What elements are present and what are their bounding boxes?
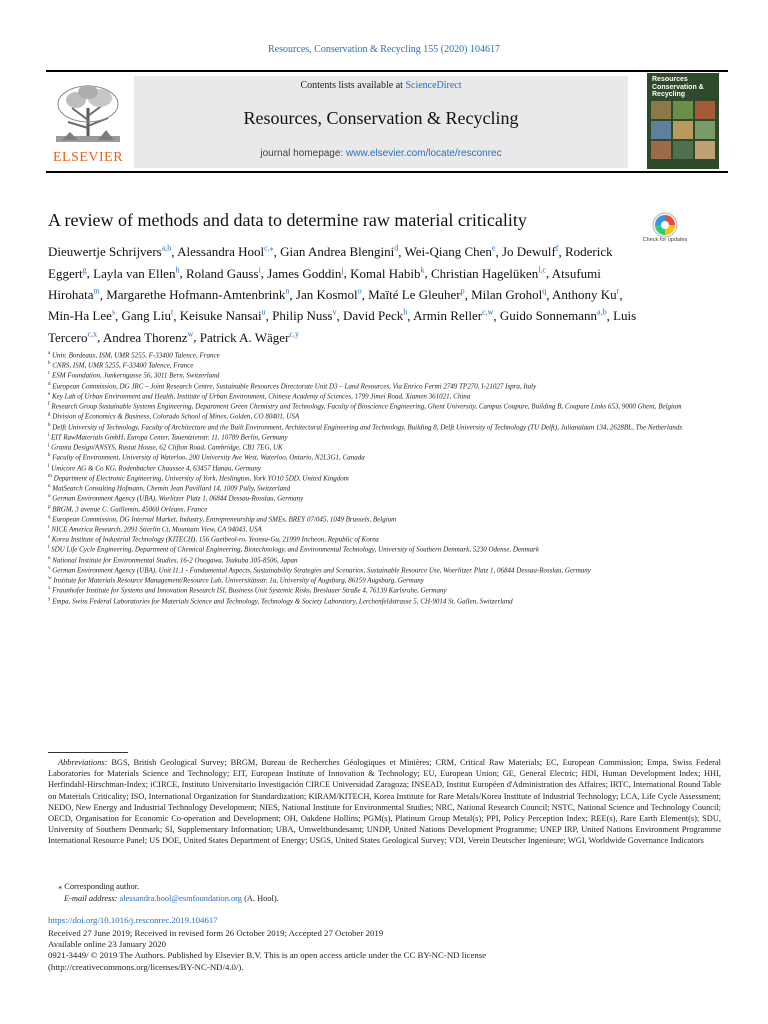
author-name: Gian Andrea Blengini (280, 244, 395, 260)
affiliation-item (48, 483, 733, 493)
author-name: Andrea Thorenz (102, 329, 188, 345)
affiliation-mark: k (48, 453, 51, 459)
author[interactable] (431, 266, 546, 281)
affiliation-text: EIT RawMaterials GmbH, Europa Center, Tauentzienstr. 11, 10789 Berlin, Germany (51, 433, 288, 442)
author[interactable] (200, 330, 299, 345)
author[interactable] (296, 287, 362, 302)
author-name: Alessandra Hool (177, 244, 265, 260)
author-affiliation-mark[interactable]: t (170, 307, 174, 317)
affiliation-text: European Commission, DG JRC – Joint Research Centre, Sustainable Resources Directorate Unit D3 – Land Resources, Via Enrico Fermi 2749 TP270, I-21027 Ispra, Italy (52, 382, 537, 391)
author-name: Anthony Ku (552, 286, 617, 302)
author[interactable] (343, 308, 407, 323)
affiliation-text: Department of Electronic Engineering, University of York, Heslington, York YO10 5DD, United Kingdom (53, 474, 349, 483)
affiliation-item (48, 596, 733, 606)
affiliation-text: Research Group Sustainable Systems Engineering, Department Green Chemistry and Technology, Faculty of Bioscience Engineering, Ghent University, Campus Coupure, Building B, Coupure Links 653, 9000 Ghent, Belgium (51, 402, 682, 411)
affiliation-item (48, 463, 733, 473)
license-line-1: 0921-3449/ © 2019 The Authors. Published by Elsevier B.V. This is an open access article under the CC BY-NC-ND license (48, 950, 487, 961)
author-name: Dieuwertje Schrijvers (48, 244, 162, 260)
sciencedirect-link[interactable]: ScienceDirect (405, 80, 462, 91)
affiliation-mark: w (48, 576, 52, 582)
author[interactable] (350, 266, 424, 281)
affiliation-item (48, 514, 733, 524)
affiliation-item (48, 370, 733, 380)
author-affiliation-mark[interactable]: c,y (289, 329, 299, 339)
affiliation-mark: d (48, 381, 51, 387)
author-name: Jan Kosmol (295, 286, 358, 302)
affiliation-item (48, 422, 733, 432)
author-affiliation-mark[interactable]: a,b (597, 307, 607, 317)
elsevier-wordmark: ELSEVIER (52, 150, 124, 165)
affiliation-text: Korea Institute of Industrial Technology (KITECH), 156 Gaetbeol-ro, Yeonsu-Gu, 21999 Incheon, Republic of Korea (51, 535, 379, 544)
author-affiliation-mark[interactable]: c,w (482, 307, 494, 317)
author[interactable] (552, 287, 619, 302)
affiliation-text: Univ. Bordeaux, ISM, UMR 5255, F-33400 Talence, France (51, 351, 220, 360)
author[interactable] (177, 244, 274, 259)
affiliation-text: SDU Life Cycle Engineering, Department of Chemical Engineering, Biotechnology, and Environmental Technology, University of Southern Denmark, 5230 Odense, Denmark (51, 545, 539, 554)
affiliation-item (48, 401, 733, 411)
affiliation-item (48, 432, 733, 442)
affiliation-text: Delft University of Technology, Faculty of Architecture and the Built Environment, Architectural Engineering and Technology, Building 8, Delft University of Technology (TU Delft), Julianalaan 134, 2628BL, The Netherlands (52, 422, 683, 431)
homepage-prefix: journal homepage: (260, 148, 346, 159)
affiliation-mark: e (48, 391, 51, 397)
cover-title: Resources Conservation & Recycling (652, 76, 704, 98)
email-label: E-mail address: (64, 894, 120, 903)
article-title: A review of methods and data to determine raw material criticality (48, 210, 527, 230)
affiliation-item (48, 585, 733, 595)
affiliation-mark: c (48, 371, 51, 377)
abbreviations-text: BGS, British Geological Survey; BRGM, Bureau de Recherches Géologiques et Minières; CRM, Critical Raw Materials; EC, European Commission; Empa, Swiss Federal Laboratories for Materials Science and Technology; EIT, European Institute of Innovation & Technology; EU, European Union; GE, General Electric; HDI, Human Development Index; HHI, Herfindahl-Hirschman-Index; iCIRCE, Instituto Universitario Investigación CIRCE Universidad Zaragoza; INSEAD, Institut Européen d'Administration des Affaires; IRTC, International Round Table on Materials Criticality; ISO, International Organization for Standardization; KIRAM/KITECH, Korea Institute for Rare Metals/Korea Institute of Industrial Technology; LCA, Life Cycle Assessment; NEDO, New Energy and Industrial Technology Development; NIES, National Institute for Environmental Studies; NRC, National Research Council; NSTC, National Science and Technology Council; OECD, Organisation for Economic Co-operation and Development; OH, Oakdene Hollins; PGM(s), Platinum Group Metal(s); PPI, Policy Perception Index; REE(s), Rare Earth Element(s); SDU, University of Southern Denmark; SI, Supplementary Information; UBA, Umweltbundesamt; UNDP, United Nations Development Programme; UNEP IRP, United Nations Environment Programme International Resource Panel; US DOE, United States Department of Energy; USGS, United States Geological Survey; VDI, Verein Deutscher Ingenieure; WGI, Worldwide Governance Indicators (48, 758, 721, 846)
affiliation-text: German Environment Agency (UBA), Worlitzer Platz 1, 06844 Dessau-Rosslau, Germany (52, 494, 304, 503)
author-affiliation-mark[interactable]: h (403, 307, 408, 317)
author-affiliation-mark[interactable]: h (175, 265, 180, 275)
affiliation-item (48, 575, 733, 585)
corresponding-author-note: ⁎ Corresponding author. (58, 882, 140, 891)
author-name: Jo Dewulf (501, 244, 556, 260)
author-affiliation-mark[interactable]: r (616, 286, 620, 296)
affiliation-mark: f (48, 402, 50, 408)
masthead-bottom-rule (46, 171, 728, 173)
author-name: Armin Reller (413, 308, 483, 324)
affiliation-text: ESM Foundation, Junkerngasse 56, 3011 Bern, Switzerland (51, 371, 220, 380)
affiliation-item (48, 452, 733, 462)
author[interactable] (502, 244, 558, 259)
author-affiliation-mark[interactable]: w (187, 329, 194, 339)
author-affiliation-mark[interactable]: c,x (87, 329, 98, 339)
affiliation-mark: j (48, 443, 50, 449)
affiliation-item (48, 524, 733, 534)
author-affiliation-mark[interactable]: f (555, 244, 559, 253)
affiliation-mark: m (48, 473, 52, 479)
author-affiliation-mark[interactable]: p (460, 286, 465, 296)
affiliation-item (48, 473, 733, 483)
affiliation-mark: r (48, 524, 50, 530)
affiliation-mark: v (48, 565, 51, 571)
author-affiliation-mark[interactable]: i (258, 265, 261, 275)
email-suffix: (A. Hool). (242, 894, 279, 903)
affiliation-mark: y (48, 596, 51, 602)
affiliation-text: Faculty of Environment, University of Waterloo, 200 University Ave West, Waterloo, Ontario, N2L3G1, Canada (52, 453, 365, 462)
license-line-2: (http://creativecommons.org/licenses/BY-NC-ND/4.0/). (48, 961, 244, 972)
journal-cover-image[interactable] (647, 73, 719, 169)
homepage-link[interactable]: www.elsevier.com/locate/resconrec (346, 148, 502, 159)
author-name: Christian Hagelüken (430, 265, 539, 281)
author[interactable] (186, 266, 261, 281)
journal-reference[interactable]: Resources, Conservation & Recycling 155 (2020) 104617 (268, 44, 500, 55)
affiliation-text: German Environment Agency (UBA), Unit I1.1 - Fundamental Aspects, Sustainability Strategies and Scenarios, Sustainable Resource Use, Woerlitzer Platz 1, 06844 Dessau-Rosslau, Germany (52, 566, 591, 575)
affiliation-item (48, 504, 733, 514)
affiliation-text: Division of Economics & Business, Colorado School of Mines, Golden, CO 80401, USA (52, 412, 300, 421)
author-affiliation-mark[interactable]: s (111, 307, 116, 317)
author[interactable] (280, 244, 398, 259)
affiliation-item (48, 391, 733, 401)
affiliation-item (48, 555, 733, 565)
author[interactable] (413, 308, 493, 323)
author-affiliation-mark[interactable]: v (332, 307, 337, 317)
author-affiliation-mark[interactable]: l,c (538, 265, 546, 275)
author-name: Komal Habib (350, 265, 421, 281)
author[interactable] (500, 308, 607, 323)
author-name: Gang Liu (121, 308, 171, 324)
affiliation-mark: l (48, 463, 50, 469)
affiliation-text: Key Lab of Urban Environment and Health, Institute of Urban Environment, Chinese Academy of Sciences, 1799 Jimei Road, Xiamen 361021, China (51, 392, 471, 401)
affiliation-item (48, 565, 733, 575)
affiliation-item (48, 350, 733, 360)
author-name: Wei-Qiang Chen (404, 244, 492, 260)
affiliation-item (48, 534, 733, 544)
author-affiliation-mark[interactable]: a,b (161, 244, 172, 253)
affiliation-text: NICE America Research, 2091 Stierlin Ct, Mountain View, CA 94043, USA (51, 525, 262, 534)
author-name: David Peck (343, 308, 404, 324)
author-name: Margarethe Hofmann-Amtenbrink (106, 286, 286, 302)
author-affiliation-mark[interactable]: q (542, 286, 547, 296)
affiliation-text: Empa, Swiss Federal Laboratories for Materials Science and Technology, Technology & Society Laboratory, Lerchenfeldstrasse 5, CH-9014 St. Gallen, Switzerland (52, 596, 513, 605)
journal-title: Resources, Conservation & Recycling (243, 108, 519, 128)
author-affiliation-mark[interactable]: g (82, 265, 87, 275)
contents-availability (134, 80, 628, 91)
affiliation-mark: x (48, 586, 51, 592)
affiliation-text: Umicore AG & Co KG, Rodenbacher Chaussee 4, 63457 Hanau, Germany (51, 463, 261, 472)
author[interactable] (93, 266, 179, 281)
affiliation-mark: h (48, 422, 51, 428)
affiliation-mark: a (48, 351, 51, 356)
abbreviations-footnote (48, 757, 721, 847)
author-name: Luis Tercero (48, 308, 637, 345)
affiliation-mark: t (48, 545, 50, 551)
masthead-top-rule (46, 70, 728, 72)
author[interactable] (405, 244, 496, 259)
author-affiliation-mark[interactable]: j (341, 265, 344, 275)
author[interactable] (180, 308, 266, 323)
author[interactable] (103, 330, 193, 345)
author-name: Patrick A. Wäger (199, 329, 290, 345)
affiliation-text: Granta Design/ANSYS, Rustat House, 62 Clifton Road, Cambridge, CB1 7EG, UK (51, 443, 283, 452)
author-name: Roderick Eggert (48, 244, 613, 281)
affiliation-text: CNRS, ISM, UMR 5255, F-33400 Talence, France (52, 361, 194, 370)
author-name: Milan Grohol (471, 286, 543, 302)
author-affiliation-mark[interactable]: c,⁎ (264, 244, 274, 253)
author-affiliation-mark[interactable]: u (261, 307, 266, 317)
affiliation-text: Fraunhofer Institute for Systems and Innovation Research ISI, Business Unit Systemic Risks, Breslauer Straße 4, 76139 Karlsruhe, Germany (52, 586, 447, 595)
journal-homepage (134, 148, 628, 159)
author-name: Guido Sonnemann (499, 308, 598, 324)
affiliation-item (48, 544, 733, 554)
author-name: Keisuke Nansai (179, 308, 262, 324)
author-name: Philip Nuss (272, 308, 333, 324)
affiliation-text: National Institute for Environmental Studies, 16-2 Onogawa, Tsukuba 305-8506, Japan (52, 556, 298, 565)
cover-art (647, 73, 719, 169)
affiliation-item (48, 411, 733, 421)
author-name: Maïté Le Gleuher (368, 286, 461, 302)
masthead (134, 76, 628, 168)
affiliation-mark: b (48, 361, 51, 367)
crossmark-icon[interactable] (647, 211, 683, 249)
author[interactable] (106, 287, 289, 302)
affiliation-list (48, 350, 733, 606)
received-dates: Received 27 June 2019; Received in revised form 26 October 2019; Accepted 27 October 2019 (48, 928, 384, 938)
affiliation-text: MatSearch Consulting Hofmann, Chemin Jean Pavillard 14, 1009 Pully, Switzerland (52, 484, 291, 493)
publication-info (48, 928, 648, 973)
affiliation-item (48, 381, 733, 391)
affiliation-item (48, 442, 733, 452)
email-footnote (64, 894, 279, 903)
email-link[interactable]: alessandra.hool@esmfoundation.org (119, 894, 242, 903)
affiliation-mark: p (48, 504, 51, 510)
author-affiliation-mark[interactable]: o (357, 286, 362, 296)
author-affiliation-mark[interactable]: d (394, 244, 399, 253)
author[interactable] (48, 308, 115, 323)
author-name: Layla van Ellen (93, 265, 176, 281)
footnote-rule (48, 752, 128, 753)
contents-prefix: Contents lists available at (300, 80, 406, 91)
doi-link[interactable]: https://doi.org/10.1016/j.resconrec.2019.104617 (48, 915, 218, 925)
available-online: Available online 23 January 2020 (48, 939, 167, 950)
affiliation-text: BRGM, 3 avenue C. Guillemin, 45060 Orléans, France (52, 504, 208, 513)
affiliation-mark: o (48, 494, 51, 500)
affiliation-text: European Commission, DG Internal Market, Industry, Entrepreneurship and SMEs, BREY 07/045, 1049 Brussels, Belgium (52, 515, 397, 524)
author-affiliation-mark[interactable]: e (491, 244, 496, 253)
affiliation-mark: g (48, 412, 51, 418)
author[interactable] (471, 287, 546, 302)
author-name: James Goddin (267, 265, 342, 281)
author-affiliation-mark[interactable]: n (285, 286, 290, 296)
author[interactable] (272, 308, 336, 323)
author-affiliation-mark[interactable]: k (420, 265, 425, 275)
author-name: Min-Ha Lee (48, 308, 112, 324)
author[interactable] (48, 244, 171, 259)
affiliation-mark: i (48, 432, 50, 438)
crossmark-label[interactable]: Check for updates (642, 237, 688, 243)
author[interactable] (122, 308, 174, 323)
author[interactable] (267, 266, 343, 281)
author-name: Roland Gauss (185, 265, 259, 281)
affiliation-text: Institute for Materials Resource Management/Resource Lab, Universitätsstr. 1a, University of Augsburg, 86159 Augsburg, Germany (53, 576, 424, 585)
author-name: Atsufumi Hirohata (48, 265, 601, 302)
affiliation-mark: n (48, 484, 51, 490)
affiliation-mark: u (48, 555, 51, 561)
affiliation-mark: q (48, 514, 51, 520)
author-list: Dieuwertje Schrijvers$^{a,b}$, Alessandra Hool$^{c,⁎}$, Gian Andrea Blengini$^d$, Wei-Qiang Chen$^e$, Jo Dewulf$^f$, Roderick Eggert$^g$, Layla van Ellen$^h$, Roland Gauss$^i$, James Goddin$^j$, Komal Habib$^k$, Christian Hagelüken$^{l,c}$, Atsufumi Hirohata$^m$, Margarethe Hofmann-Amtenbrink$^n$, Jan Kosmol$^o$, Maïté Le Gleuher$^p$, Milan Grohol$^q$, Anthony Ku$^r$, Min-Ha Lee$^s$, Gang Liu$^t$, Keisuke Nansai$^u$, Philip Nuss$^v$, David Peck$^h$, Armin Reller$^{c,w}$, Guido Sonnemann$^{a,b}$, Luis Tercero$^{c,x}$, Andrea Thorenz$^w$, Patrick A. Wäger$^{c,y}$ (48, 244, 637, 345)
affiliation-mark: s (48, 535, 50, 541)
author[interactable] (368, 287, 464, 302)
affiliation-item (48, 493, 733, 503)
affiliation-item (48, 360, 733, 370)
abbreviations-label: Abbreviations: (58, 758, 108, 767)
author-affiliation-mark[interactable]: m (93, 286, 100, 296)
